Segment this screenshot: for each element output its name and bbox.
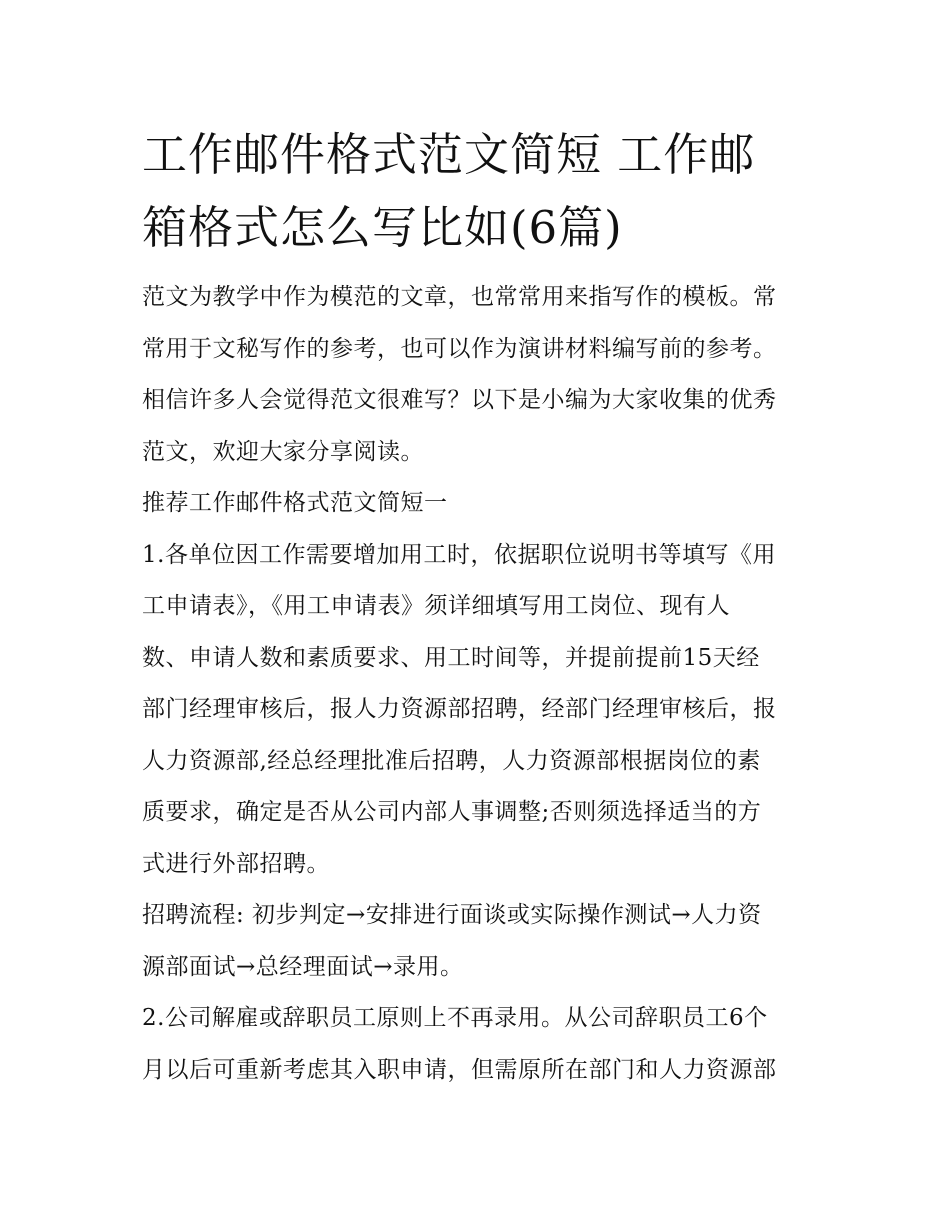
title-line-1: 工作邮件格式范文简短 工作邮 xyxy=(142,128,756,181)
text-line: 范文，欢迎大家分享阅读。 xyxy=(142,438,424,465)
intro-paragraph xyxy=(142,272,812,478)
text-line: 人力资源部,经总经理批准后招聘，人力资源部根据岗位的素 xyxy=(142,747,761,774)
recruitment-process-paragraph xyxy=(142,890,812,993)
rule-paragraph-1 xyxy=(142,530,812,891)
document-title xyxy=(142,118,812,264)
section-heading xyxy=(142,478,812,530)
text-line: 月以后可重新考虑其入职申请，但需原所在部门和人力资源部 xyxy=(142,1056,777,1083)
text-line: 1.各单位因工作需要增加用工时，依据职位说明书等填写《用 xyxy=(142,541,776,568)
text-line: 2.公司解雇或辞职员工原则上不再录用。从公司辞职员工6个 xyxy=(142,1005,768,1031)
text-line: 部门经理审核后，报人力资源部招聘，经部门经理审核后，报 xyxy=(142,696,777,722)
text-line: 常用于文秘写作的参考，也可以作为演讲材料编写前的参考。 xyxy=(142,335,777,362)
document-body xyxy=(142,118,812,1096)
text-line: 源部面试→总经理面试→录用。 xyxy=(142,953,464,980)
rule-paragraph-2 xyxy=(142,993,812,1096)
text-line: 推荐工作邮件格式范文简短一 xyxy=(142,490,448,516)
text-line: 招聘流程: 初步判定→安排进行面谈或实际操作测试→人力资 xyxy=(142,902,762,928)
text-line: 式进行外部招聘。 xyxy=(142,850,330,877)
text-line: 质要求，确定是否从公司内部人事调整;否则须选择适当的方 xyxy=(142,799,762,825)
title-line-2: 箱格式怎么写比如(6篇) xyxy=(142,201,623,254)
text-line: 数、申请人数和素质要求、用工时间等，并提前提前15天经 xyxy=(142,644,760,671)
text-line: 范文为教学中作为模范的文章，也常常用来指写作的模板。常 xyxy=(142,284,777,310)
text-line: 相信许多人会觉得范文很难写？以下是小编为大家收集的优秀 xyxy=(142,387,777,413)
text-line: 工申请表》，《用工申请表》须详细填写用工岗位、现有人 xyxy=(142,593,730,619)
